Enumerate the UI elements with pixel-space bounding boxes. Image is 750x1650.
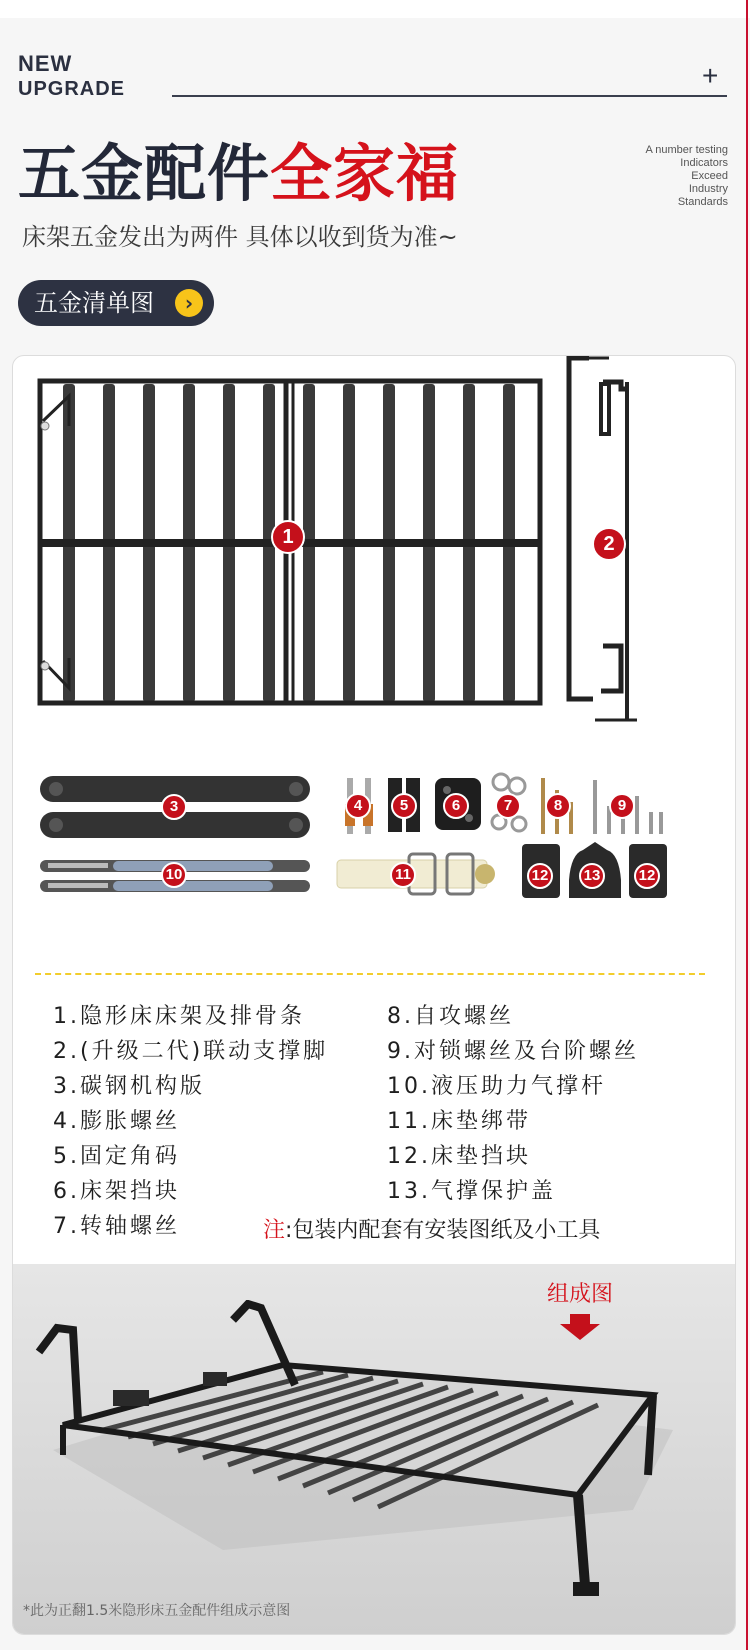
title-red-part: 全家福 — [270, 137, 460, 210]
part-marker: 1 — [271, 520, 305, 554]
top-strip — [0, 0, 750, 18]
part-marker: 13 — [579, 863, 605, 889]
part-marker: 2 — [592, 527, 626, 561]
parts-list-item: 3.碳钢机构版 — [53, 1074, 205, 1099]
parts-list-right — [387, 999, 639, 1209]
part-marker: 9 — [609, 793, 635, 819]
part-marker: 11 — [390, 862, 416, 888]
side-text-line: Exceed — [691, 170, 728, 182]
chevron-right-icon: › — [175, 289, 203, 317]
note-text: :包装内配套有安装图纸及小工具 — [285, 1218, 601, 1243]
assembled-bed-image — [33, 1300, 713, 1600]
part-marker: 7 — [495, 793, 521, 819]
parts-list-item: 10.液压助力气撑杆 — [387, 1074, 606, 1099]
packaging-note — [263, 1216, 600, 1246]
title-dark-part: 五金配件 — [18, 137, 271, 210]
header-divider — [172, 95, 727, 97]
parts-list-item: 13.气撑保护盖 — [387, 1179, 556, 1204]
part-marker: 6 — [443, 793, 469, 819]
part-marker: 12 — [634, 863, 660, 889]
parts-list-item: 4.膨胀螺丝 — [53, 1109, 180, 1134]
assembly-title: 组成图 — [546, 1282, 613, 1307]
part-marker: 10 — [161, 862, 187, 888]
parts-list-item: 7.转轴螺丝 — [53, 1214, 180, 1239]
subtitle: 床架五金发出为两件 具体以收到货为准~ — [22, 223, 458, 251]
assembly-caption: *此为正翻1.5米隐形床五金配件组成示意图 — [23, 1603, 291, 1619]
parts-list-left — [53, 999, 328, 1244]
parts-list-item: 12.床垫挡块 — [387, 1144, 531, 1169]
parts-list-item: 1.隐形床床架及排骨条 — [53, 1004, 305, 1029]
tag-line-new: NEW — [18, 51, 73, 76]
side-text-line: Standards — [677, 196, 728, 208]
parts-list-item: 8.自攻螺丝 — [387, 1004, 514, 1029]
parts-list-item: 5.固定角码 — [53, 1144, 180, 1169]
hardware-list-button[interactable] — [18, 280, 214, 326]
part-marker: 8 — [545, 793, 571, 819]
right-accent-line — [746, 0, 748, 1650]
parts-list-item: 6.床架挡块 — [53, 1179, 180, 1204]
side-english-text — [645, 144, 728, 209]
part-marker: 4 — [345, 793, 371, 819]
part-marker: 12 — [527, 863, 553, 889]
parts-list-item: 11.床垫绑带 — [387, 1109, 531, 1134]
tag-line-upgrade: UPGRADE — [18, 78, 126, 100]
part-marker: 5 — [391, 793, 417, 819]
side-text-line: Industry — [688, 183, 728, 195]
assembly-section — [13, 1264, 735, 1634]
hardware-list-label: 五金清单图 — [34, 289, 154, 317]
parts-list-item: 9.对锁螺丝及台阶螺丝 — [387, 1039, 639, 1064]
mattress-strap-image — [335, 850, 499, 898]
part-marker: 3 — [161, 794, 187, 820]
dashed-divider — [35, 973, 705, 975]
side-text-line: A number testing — [645, 144, 728, 156]
parts-list-item: 2.(升级二代)联动支撑脚 — [53, 1039, 329, 1064]
parts-card — [12, 355, 736, 1635]
page-title — [18, 138, 459, 210]
plus-icon[interactable]: + — [702, 60, 719, 91]
note-mark: 注 — [263, 1218, 286, 1243]
side-text-line: Indicators — [680, 157, 728, 169]
